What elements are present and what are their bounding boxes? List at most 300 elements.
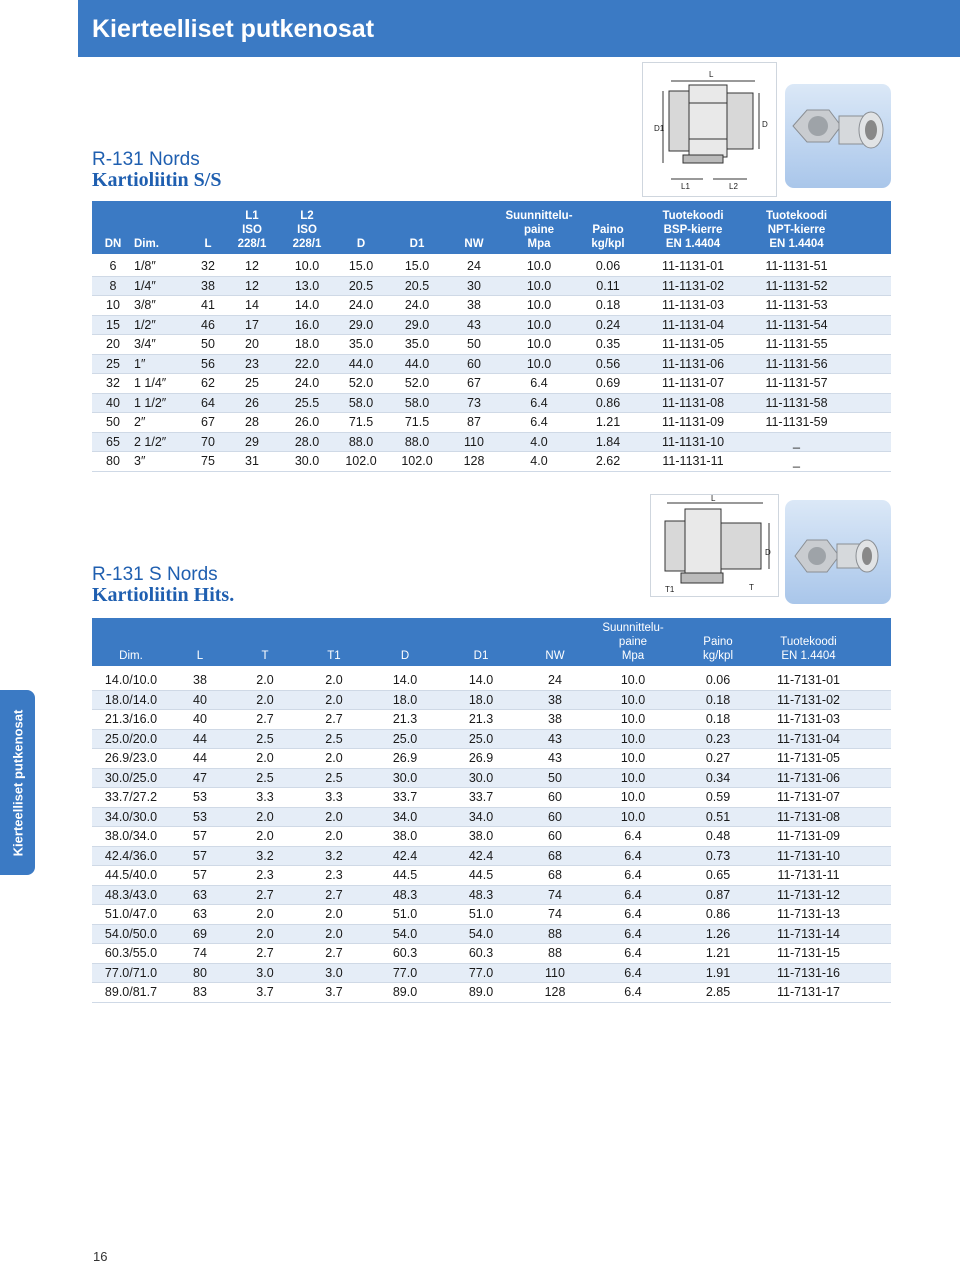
table-cell: 88.0 (404, 434, 430, 449)
table-cell: 51.0/47.0 (104, 907, 158, 922)
column-header-line (300, 621, 368, 635)
column-header-line: NW (464, 238, 484, 250)
table-cell: 4.0 (530, 454, 548, 469)
table-cell: 51.0 (468, 907, 494, 922)
table-cell: 11-1131-07 (661, 376, 725, 391)
table-cell: 11-1131-06 (661, 356, 725, 371)
table-row (92, 808, 891, 828)
table-cell: 1.21 (705, 946, 731, 961)
table-cell: 3.2 (325, 848, 343, 863)
table-cell: 6.4 (530, 376, 548, 391)
table-cell: 48.3 (392, 887, 418, 902)
table-cell: 2.7 (325, 712, 343, 727)
column-header-line: Suunnittelu- (602, 622, 664, 634)
table-cell: 0.18 (595, 298, 621, 313)
table-row (92, 316, 891, 336)
table-cell: 0.86 (705, 907, 731, 922)
table-cell: 128 (463, 454, 485, 469)
dim-label-d: D (762, 120, 768, 129)
table-cell: 6.4 (624, 907, 642, 922)
column-header-line: EN 1.4404 (781, 650, 836, 662)
column-header-line (92, 209, 134, 223)
table-cell: 40 (193, 692, 207, 707)
table-cell: 11-1131-51 (765, 259, 828, 274)
table-cell: 2.0 (256, 829, 274, 844)
column-header (676, 618, 760, 666)
table-cell: 1.26 (705, 926, 731, 941)
table-cell: 25.0 (468, 731, 494, 746)
table-cell: 62 (201, 376, 215, 391)
column-header-line: T1 (327, 650, 341, 662)
table-cell: 44.5 (468, 868, 494, 883)
table-cell: 60.3 (392, 946, 418, 961)
table-cell: 29.0 (348, 317, 374, 332)
table-cell: 10.0 (620, 673, 646, 688)
table-cell: 3.3 (256, 790, 274, 805)
table-cell: 11-7131-11 (777, 868, 840, 883)
column-header (170, 618, 230, 666)
table-cell: 10.0 (620, 731, 646, 746)
table-cell: 11-1131-55 (765, 337, 828, 352)
column-header-line: Tuotekoodi (662, 210, 724, 222)
table-cell: 30.0 (294, 454, 320, 469)
table-cell: 60 (548, 790, 562, 805)
table-cell: 89.0 (392, 985, 418, 1000)
table-cell: 2.0 (325, 692, 343, 707)
column-header-line: BSP-kierre (663, 224, 723, 236)
table-cell: 1 1/4″ (134, 376, 167, 391)
table-cell: 11-7131-06 (776, 770, 840, 785)
table-cell: 0.23 (705, 731, 731, 746)
table-cell: 25 (106, 356, 120, 371)
table-cell: 12 (245, 259, 259, 274)
table-cell: 11-1131-54 (765, 317, 828, 332)
table-cell: 2.5 (256, 770, 274, 785)
table-cell: 0.18 (705, 712, 731, 727)
table-cell: 44.5/40.0 (104, 868, 158, 883)
table-cell: 0.06 (595, 259, 621, 274)
table-cell: 11-1131-56 (765, 356, 828, 371)
table-cell: 24.0 (348, 298, 374, 313)
table-cell: 23 (245, 356, 259, 371)
table-cell: 16.0 (294, 317, 320, 332)
section1-product-photo (785, 84, 891, 188)
table-cell: 0.34 (705, 770, 731, 785)
table-cell: 2″ (134, 415, 146, 430)
table-cell: 21.3 (468, 712, 494, 727)
section2-heading (92, 564, 234, 606)
column-header-line (230, 635, 300, 649)
section2-table-header (92, 618, 891, 666)
table-cell: 68 (548, 868, 562, 883)
column-header (520, 618, 590, 666)
table-cell: 10 (106, 298, 120, 313)
table-cell: 33.7 (392, 790, 418, 805)
column-header-line (92, 223, 134, 237)
table-cell: 17 (245, 317, 259, 332)
table-cell: 0.56 (595, 356, 621, 371)
table-cell: 0.69 (595, 376, 621, 391)
table-cell: 6.4 (530, 395, 548, 410)
table-cell: 28.0 (294, 434, 320, 449)
column-header (386, 201, 448, 254)
table-cell: 22.0 (294, 356, 320, 371)
column-header-line: Mpa (527, 238, 551, 250)
fitting-photo-icon (785, 84, 891, 188)
table-row (92, 433, 891, 453)
section1-title: R-131 Nords (92, 149, 200, 170)
table-cell: 11-7131-09 (776, 829, 840, 844)
dim-label-l: L (711, 495, 716, 503)
table-cell: 51.0 (392, 907, 418, 922)
table-cell: 26.9 (392, 751, 418, 766)
table-cell: 24 (548, 673, 562, 688)
table-cell: 21.3 (392, 712, 418, 727)
table-row (92, 710, 891, 730)
column-header-line (368, 635, 442, 649)
table-cell: 74 (193, 946, 207, 961)
table-cell: 83 (193, 985, 207, 1000)
table-cell: 11-1131-58 (765, 395, 828, 410)
dim-label-l1: L1 (681, 182, 690, 191)
table-cell: 34.0 (392, 809, 418, 824)
column-header-line: EN 1.4404 (769, 238, 824, 250)
table-cell: 18.0 (294, 337, 320, 352)
column-header (230, 618, 300, 666)
column-header-line (336, 223, 386, 237)
column-header (336, 201, 386, 254)
column-header-line (190, 223, 226, 237)
table-cell: 38 (193, 673, 207, 688)
column-header-line (92, 635, 170, 649)
table-cell: 38.0 (392, 829, 418, 844)
table-cell: 3/8″ (134, 298, 156, 313)
table-cell: 32 (106, 376, 120, 391)
coupling-drawing-icon (643, 63, 776, 196)
section2-title: R-131 S Nords (92, 564, 218, 585)
table-cell: 1.84 (595, 434, 621, 449)
table-row (92, 964, 891, 984)
table-cell: 11-7131-03 (776, 712, 840, 727)
column-header-line (134, 209, 190, 223)
column-header-line: 228/1 (237, 238, 267, 250)
table-cell: 10.0 (620, 751, 646, 766)
table-cell: 2.0 (325, 926, 343, 941)
table-cell: 31 (245, 454, 259, 469)
table-cell: 60.3/55.0 (104, 946, 158, 961)
table-cell: 1.91 (705, 965, 731, 980)
table-cell: 2.0 (256, 692, 274, 707)
table-cell: 25.5 (294, 395, 320, 410)
column-header-line: L (204, 238, 212, 250)
column-header (134, 201, 190, 254)
column-header-line: paine (523, 224, 555, 236)
column-header-line: Mpa (621, 650, 645, 662)
table-row (92, 355, 891, 375)
table-cell: 3.7 (325, 985, 343, 1000)
table-cell: 2.0 (256, 926, 274, 941)
table-cell: 88 (548, 926, 562, 941)
column-header (760, 618, 857, 666)
table-cell: 3.2 (256, 848, 274, 863)
table-cell: 11-1131-53 (765, 298, 828, 313)
column-header-line (368, 621, 442, 635)
table-row (92, 452, 891, 472)
table-cell: 26.9/23.0 (104, 751, 158, 766)
column-header-line (442, 621, 520, 635)
table-cell: 18.0 (392, 692, 418, 707)
column-header-line: Tuotekoodi (780, 636, 837, 648)
section2-technical-drawing (650, 494, 779, 597)
table-cell: 2 1/2″ (134, 434, 167, 449)
table-cell: 0.51 (705, 809, 731, 824)
table-row (92, 296, 891, 316)
table-cell: 54.0 (392, 926, 418, 941)
table-cell: 38.0 (468, 829, 494, 844)
table-cell: 63 (193, 887, 207, 902)
table-cell: 3.7 (256, 985, 274, 1000)
table-cell: 24.0 (404, 298, 430, 313)
table-cell: 68 (548, 848, 562, 863)
table-cell: 6.4 (624, 926, 642, 941)
table-cell: 30.0 (392, 770, 418, 785)
table-cell: 2.0 (325, 673, 343, 688)
column-header-line: Dim. (134, 238, 159, 250)
table-cell: 1/8″ (134, 259, 156, 274)
table-cell: 3.0 (256, 965, 274, 980)
column-header-line: Dim. (119, 650, 143, 662)
table-cell: 2.0 (325, 751, 343, 766)
table-cell: 10.0 (620, 770, 646, 785)
table-cell: 28 (245, 415, 259, 430)
dim-label-d: D (765, 548, 771, 557)
table-cell: 10.0 (620, 790, 646, 805)
table-cell: 89.0 (468, 985, 494, 1000)
table-cell: 38.0/34.0 (104, 829, 158, 844)
table-cell: 14.0/10.0 (104, 673, 158, 688)
column-header-line (520, 635, 590, 649)
column-header-line: D (400, 650, 410, 662)
table-row (92, 257, 891, 277)
table-cell: 77.0/71.0 (104, 965, 158, 980)
table-cell: _ (793, 434, 800, 449)
table-cell: 18.0 (468, 692, 494, 707)
section1-subtitle: Kartioliitin S/S (92, 169, 222, 191)
column-header-line: NW (545, 650, 565, 662)
table-cell: 11-7131-07 (776, 790, 840, 805)
page-title: Kierteelliset putkenosat (78, 0, 960, 57)
table-cell: 14.0 (468, 673, 494, 688)
table-cell: 2.7 (256, 712, 274, 727)
table-cell: 14.0 (392, 673, 418, 688)
table-cell: 35.0 (404, 337, 430, 352)
table-cell: 74 (548, 907, 562, 922)
table-row (92, 394, 891, 414)
table-cell: 11-1131-59 (765, 415, 828, 430)
table-cell: 11-1131-11 (662, 454, 724, 469)
table-cell: 57 (193, 868, 207, 883)
table-cell: 10.0 (526, 259, 552, 274)
table-cell: _ (793, 454, 800, 469)
table-cell: 43 (467, 317, 481, 332)
table-cell: 38 (548, 692, 562, 707)
table-cell: 0.48 (705, 829, 731, 844)
table-cell: 25.0/20.0 (104, 731, 158, 746)
column-header-line: Paino (592, 224, 624, 236)
column-header (638, 201, 748, 254)
table-cell: 2.0 (256, 673, 274, 688)
column-header-line: T (261, 650, 269, 662)
table-cell: 60.3 (468, 946, 494, 961)
table-cell: 88 (548, 946, 562, 961)
table-cell: 10.0 (620, 809, 646, 824)
column-header-line (676, 621, 760, 635)
table-cell: 53 (193, 809, 207, 824)
column-header-line (190, 209, 226, 223)
table-cell: 6.4 (530, 415, 548, 430)
column-header-line (448, 209, 500, 223)
table-row (92, 925, 891, 945)
table-cell: 110 (464, 434, 484, 449)
table-cell: 77.0 (392, 965, 418, 980)
section2-product-photo (785, 500, 891, 604)
table-cell: 48.3 (468, 887, 494, 902)
section2-table-body (92, 666, 891, 1003)
table-cell: 60 (548, 829, 562, 844)
table-cell: 11-1131-05 (661, 337, 725, 352)
table-cell: 3/4″ (134, 337, 156, 352)
table-cell: 33.7/27.2 (104, 790, 158, 805)
column-header-line: kg/kpl (591, 238, 625, 250)
table-cell: 0.24 (595, 317, 621, 332)
column-header-line: D (356, 238, 366, 250)
table-cell: 2.5 (325, 731, 343, 746)
column-header-line (170, 621, 230, 635)
table-cell: 30.0/25.0 (104, 770, 158, 785)
table-cell: 35.0 (348, 337, 374, 352)
table-cell: 10.0 (526, 298, 552, 313)
table-cell: 20.5 (404, 278, 430, 293)
table-cell: 44.0 (404, 356, 430, 371)
table-cell: 87 (467, 415, 481, 430)
table-cell: 6.4 (624, 887, 642, 902)
table-cell: 15 (106, 317, 120, 332)
column-header-line: 228/1 (292, 238, 322, 250)
column-header-line: EN 1.4404 (665, 238, 721, 250)
table-cell: 48.3/43.0 (104, 887, 158, 902)
table-cell: 11-7131-14 (776, 926, 840, 941)
table-row (92, 413, 891, 433)
section1-technical-drawing (642, 62, 777, 197)
side-tab (0, 690, 35, 875)
table-cell: 14 (245, 298, 259, 313)
column-header-line (92, 621, 170, 635)
table-cell: 10.0 (620, 692, 646, 707)
table-cell: 6.4 (624, 965, 642, 980)
coupling-drawing-icon (651, 495, 778, 596)
table-cell: 10.0 (526, 337, 552, 352)
table-cell: 2.3 (325, 868, 343, 883)
table-cell: 8 (109, 278, 117, 293)
table-cell: 25.0 (392, 731, 418, 746)
table-cell: 2.7 (325, 887, 343, 902)
side-tab-label: Kierteelliset putkenosat (10, 709, 25, 856)
table-cell: 30 (467, 278, 481, 293)
table-row (92, 730, 891, 750)
column-header-line: D1 (473, 650, 489, 662)
table-cell: 54.0/50.0 (104, 926, 158, 941)
table-cell: 52.0 (348, 376, 374, 391)
table-cell: 67 (201, 415, 215, 430)
table-cell: 42.4 (468, 848, 494, 863)
table-cell: 44.0 (348, 356, 374, 371)
table-cell: 41 (201, 298, 215, 313)
table-cell: 0.06 (705, 673, 731, 688)
table-cell: 102.0 (401, 454, 433, 469)
table-cell: 1.21 (595, 415, 621, 430)
table-cell: 29.0 (404, 317, 430, 332)
table-cell: 6.4 (624, 848, 642, 863)
column-header (578, 201, 638, 254)
column-header-line: L1 (245, 210, 259, 222)
section1-table (92, 201, 891, 472)
table-cell: 26 (245, 395, 259, 410)
table-cell: 56 (201, 356, 215, 371)
table-cell: 15.0 (348, 259, 374, 274)
table-cell: 4.0 (530, 434, 548, 449)
column-header (226, 201, 278, 254)
table-cell: 44 (193, 731, 207, 746)
column-header (590, 618, 676, 666)
column-header-line (442, 635, 520, 649)
table-cell: 32 (201, 259, 215, 274)
table-cell: 58.0 (348, 395, 374, 410)
table-cell: 26.0 (294, 415, 320, 430)
table-cell: 50 (201, 337, 215, 352)
column-header-line (336, 209, 386, 223)
table-cell: 60 (548, 809, 562, 824)
table-cell: 11-7131-10 (776, 848, 840, 863)
table-row (92, 905, 891, 925)
table-cell: 14.0 (294, 298, 320, 313)
table-cell: 47 (193, 770, 207, 785)
table-cell: 44.5 (392, 868, 418, 883)
table-cell: 6.4 (624, 829, 642, 844)
table-row (92, 749, 891, 769)
column-header (92, 201, 134, 254)
table-cell: 2.0 (325, 809, 343, 824)
column-header (368, 618, 442, 666)
table-cell: 70 (201, 434, 215, 449)
table-cell: 44 (193, 751, 207, 766)
table-row (92, 374, 891, 394)
table-cell: 6.4 (624, 868, 642, 883)
column-header-line (300, 635, 368, 649)
table-cell: 2.62 (595, 454, 621, 469)
table-cell: 46 (201, 317, 215, 332)
table-cell: 29 (245, 434, 259, 449)
table-cell: 42.4/36.0 (104, 848, 158, 863)
column-header (300, 618, 368, 666)
dim-label-d1: D1 (654, 124, 665, 133)
table-cell: 2.0 (325, 907, 343, 922)
table-cell: 20 (106, 337, 120, 352)
table-cell: 18.0/14.0 (104, 692, 158, 707)
table-cell: 2.7 (256, 887, 274, 902)
table-cell: 80 (106, 454, 120, 469)
table-cell: 50 (467, 337, 481, 352)
table-row (92, 691, 891, 711)
